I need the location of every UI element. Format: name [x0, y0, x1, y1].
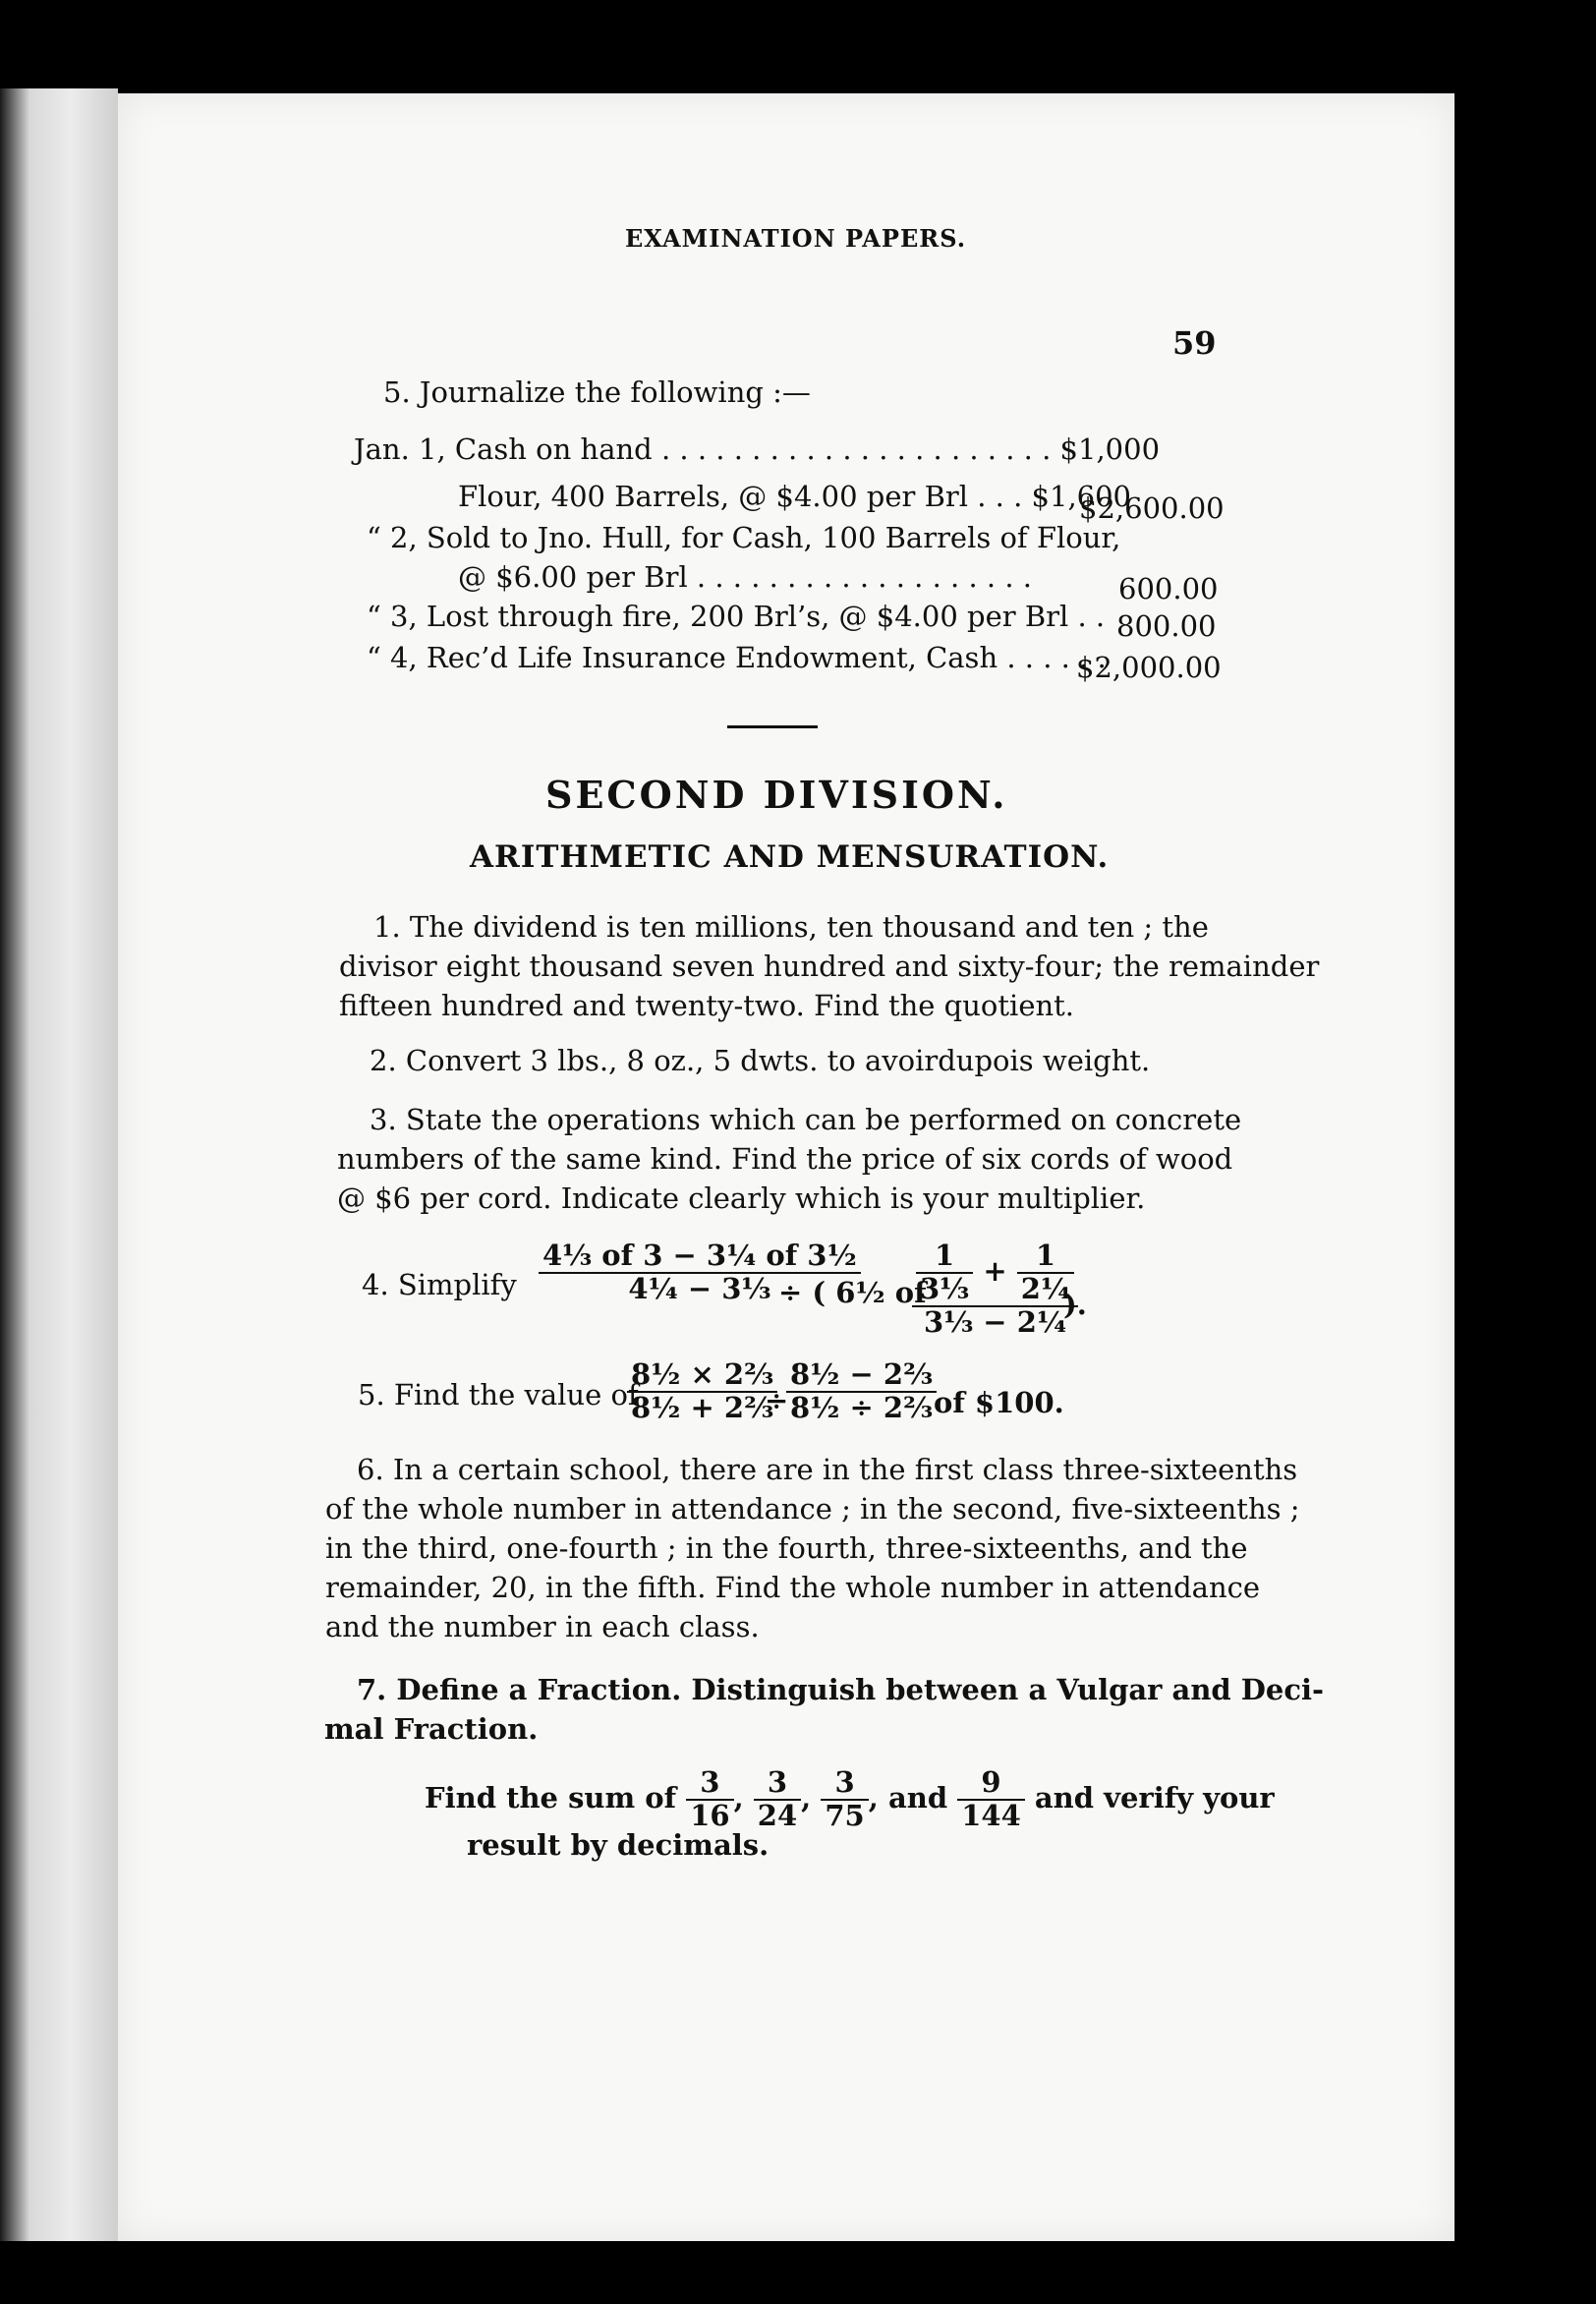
journal-entry: “ 4, Rec’d Life Insurance Endowment, Cash . . . . . . [367, 641, 1107, 674]
q5-suffix: of $100. [934, 1386, 1064, 1419]
journal-amount: 800.00 [1116, 609, 1217, 643]
journal-entry: @ $6.00 per Brl . . . . . . . . . . . . . . . . . . . [458, 560, 1033, 594]
question-1-line: divisor eight thousand seven hundred and sixty-four; the remainder [339, 950, 1320, 983]
question-2: 2. Convert 3 lbs., 8 oz., 5 dwts. to avoirdupois weight. [370, 1044, 1151, 1077]
journal-amount: $2,000.00 [1076, 651, 1222, 684]
q4-fraction-1: $\frac{\text{4⅓ of 3 − 3¼ of 3½}}{\text{4¼ − 3⅓}}$ [539, 1240, 861, 1305]
question-7-line: 7. Define a Fraction. Distinguish between a Vulgar and Deci- [357, 1673, 1325, 1706]
q5-fraction-b: $\frac{\text{8½ − 2⅔}}{\text{8½ ÷ 2⅔}}$ [786, 1359, 937, 1424]
section-divider [727, 725, 818, 728]
question-3-line: @ $6 per cord. Indicate clearly which is your multiplier. [337, 1181, 1146, 1215]
question-4-label: 4. Simplify [362, 1268, 517, 1301]
journal-amount: 600.00 [1118, 572, 1219, 605]
q7b-line-2: result by decimals. [467, 1828, 770, 1862]
facing-page-edge [0, 88, 118, 2241]
subject-heading: ARITHMETIC AND MENSURATION. [470, 839, 1110, 875]
question-6-line: of the whole number in attendance ; in the second, five-sixteenths ; [325, 1492, 1300, 1526]
q4-suffix: ). [1063, 1288, 1087, 1321]
journal-entry: Jan. 1, Cash on hand . . . . . . . . . . . . . . . . . . . . . . $1,000 [354, 432, 1161, 466]
question-6-line: 6. In a certain school, there are in the first class three-sixteenths [357, 1453, 1298, 1486]
question-5-label: 5. Find the value of [358, 1378, 639, 1411]
q4-complex-fraction: $\frac{1}{\text{3⅓}}$ + $\frac{1}{\text{2¼}}$ 3⅓ − 2¼ [912, 1240, 1078, 1339]
q7b-sum-line: Find the sum of $\frac{3}{16}$ , $\frac{3}{24}$ , $\frac{3}{75}$ , and $\frac{9}{144}$ and verify your [425, 1765, 1275, 1832]
journal-entry: Flour, 400 Barrels, @ $4.00 per Brl . . . $1,600 [458, 480, 1132, 513]
journal-entry: “ 3, Lost through fire, 200 Brl’s, @ $4.00 per Brl . . [367, 600, 1106, 633]
question-6-line: remainder, 20, in the fifth. Find the whole number in attendance [325, 1571, 1261, 1604]
question-6-line: in the third, one-fourth ; in the fourth, three-sixteenths, and the [325, 1531, 1248, 1565]
question-1-line: fifteen hundred and twenty-two. Find the quotient. [339, 989, 1075, 1022]
question-6-line: and the number in each class. [325, 1610, 760, 1643]
q4-divide-text: ÷ ( 6½ of [778, 1276, 927, 1309]
journal-amount: $2,600.00 [1079, 491, 1225, 525]
question-3-line: numbers of the same kind. Find the price of six cords of wood [337, 1142, 1233, 1176]
question-1-line: 1. The dividend is ten millions, ten thousand and ten ; the [373, 910, 1209, 944]
question-3-line: 3. State the operations which can be performed on concrete [370, 1103, 1242, 1136]
q5-operator: ÷ [765, 1384, 789, 1417]
question-5-journalize: 5. Journalize the following :— [383, 375, 811, 409]
question-7-line: mal Fraction. [324, 1712, 539, 1746]
page-number: 59 [1172, 324, 1217, 362]
q5-fraction-a: $\frac{\text{8½ × 2⅔}}{\text{8½ + 2⅔}}$ [627, 1359, 777, 1424]
division-heading: SECOND DIVISION. [545, 773, 1008, 817]
journal-entry: “ 2, Sold to Jno. Hull, for Cash, 100 Barrels of Flour, [367, 521, 1121, 554]
running-title: EXAMINATION PAPERS. [625, 224, 967, 253]
